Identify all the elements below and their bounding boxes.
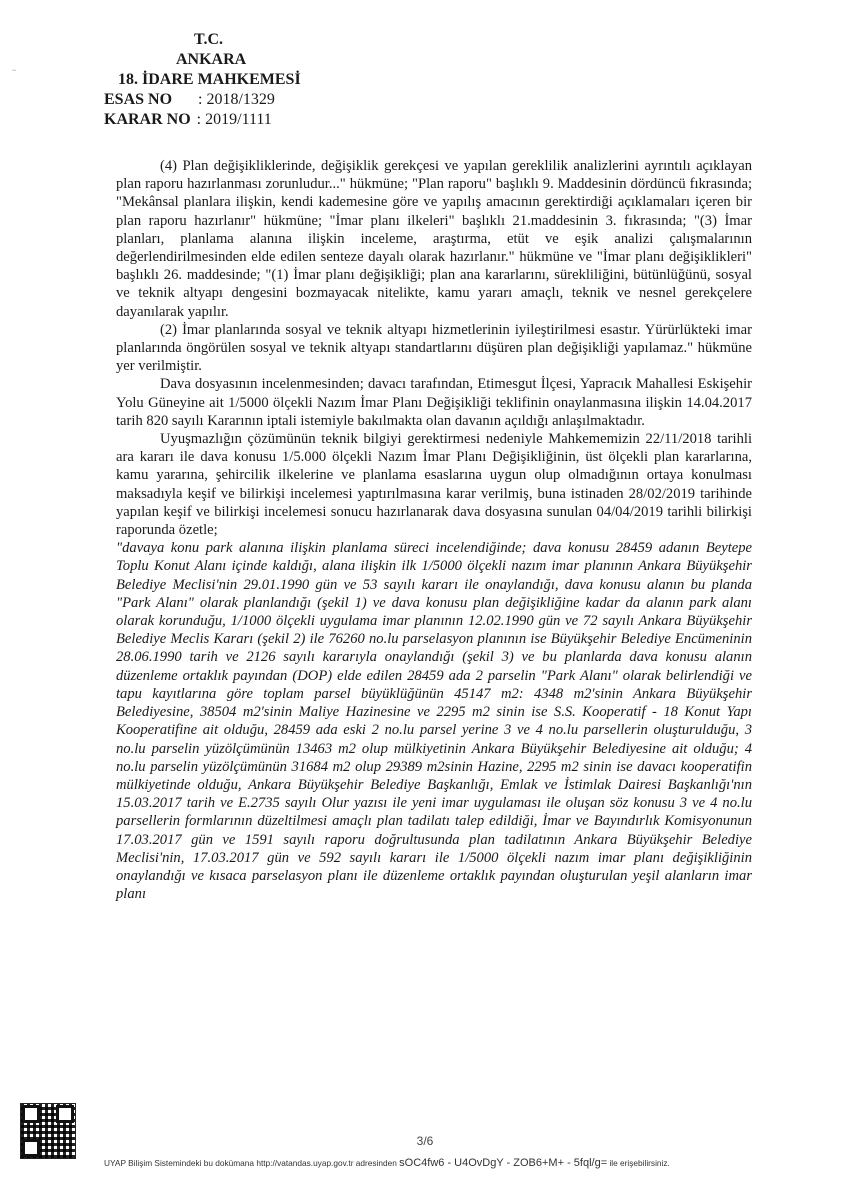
court-header <box>104 30 301 130</box>
uyap-footer <box>104 1157 824 1169</box>
paragraph-expert-review: Uyuşmazlığın çözümünün teknik bilgiyi gerektirmesi nedeniyle Mahkememizin 22/11/2018 tarihli ara kararı ile dava konusu 1/5.000 ölçekli Nazım İmar Planı Değişikliğinin, üst ölçekli plan kararlarına, kamu yararına, şehircilik ilkelerine ve planlama esaslarına uygun olup olmadığının ortaya konulması maksadıyla keşif ve bilirkişi incelemesi yaptırılmasına karar verilmiş, buna istinaden 28/02/2019 tarihinde yapılan keşif ve bilirkişi incelemesi sonucu hazırlanarak dava dosyasına sunulan 04/04/2019 tarihli bilirkişi raporunda özetle; <box>116 431 752 539</box>
scan-mark: ~ <box>12 66 17 75</box>
karar-no-row <box>104 110 301 130</box>
footer-verification-code: sOC4fw6 - U4OvDgY - ZOB6+M+ - 5fql/g= <box>399 1157 608 1169</box>
footer-text: UYAP Bilişim Sistemindeki bu dokümana http://vatandas.uyap.gov.tr adresinden <box>104 1158 397 1168</box>
paragraph-infrastructure: (2) İmar planlarında sosyal ve teknik altyapı hizmetlerinin iyileştirilmesi esastır. Yürürlükteki imar planlarında öngörülen sosyal ve teknik altyapı standartlarını düşüren plan değişikliği yapılamaz." hükmüne yer verilmiştir. <box>116 321 752 375</box>
karar-label: KARAR NO <box>104 111 191 128</box>
paragraph-case-file: Dava dosyasının incelenmesinden; davacı tarafından, Etimesgut İlçesi, Yapracık Mahallesi Eskişehir Yolu Güneyine ait 1/5000 ölçekli Nazım İmar Planı Değişikliği teklifinin onaylanmasına ilişkin 14.04.2017 tarih 820 sayılı Kararının iptali istemiyle bakılmakta olan davanın açıldığı anlaşılmaktadır. <box>116 376 752 429</box>
expert-report-quote: "davaya konu park alanına ilişkin planlama süreci incelendiğinde; dava konusu 28459 adanın Beytepe Toplu Konut Alanı içinde kaldığı, alana ilişkin ilk 1/5000 ölçekli nazım imar planının Ankara Büyükşehir Belediye Meclisi'nin 29.01.1990 gün ve 53 sayılı kararı ile onaylandığı, dava konusu alanın bu planda "Park Alanı" olarak planlandığı (şekil 1) ve dava konusu plan değişikliğine kadar da alanın park alanı olarak korunduğu, 1/1000 ölçekli uygulama imar planının 12.02.1990 gün ve 72 sayılı Ankara Büyükşehir Belediye Meclis Kararı (şekil 2) ile 76260 no.lu parselasyon planının ise Büyükşehir Belediye Encümeninin 28.06.1990 tarih ve 2126 sayılı kararıyla onaylandığı (şekil 3) ve bu planlarda dava konusu alanın düzenleme ortaklık payından (DOP) elde edilen 28459 ada 2 parselin "Park Alanı" olarak belirlendiği ve tapu kayıtlarına göre toplam parsel büyüklüğünün 45147 m2: 4348 m2'sinin Ankara Büyükşehir Belediyesine, 38504 m2'sinin Maliye Hazinesine ve 2295 m2 sinin ise S.S. Kooperatif - 18 Konut Yapı Kooperatifine ait olduğu, 28459 ada eski 2 no.lu parsel yerine 3 ve 4 no.lu parsellerin oluşturulduğu, 3 no.lu parselin yüzölçümünün 13463 m2 olup mülkiyetinin Ankara Büyükşehir Belediyesine ait olduğu; 4 no.lu parselin yüzölçümünün 31684 m2 olup 29389 m2sinin Hazine, 2295 m2 sinin ise davacı kooperatifin mülkiyetinde olduğu, Ankara Büyükşehir Belediye Başkanlığı, Emlak ve İstimlak Dairesi Başkanlığı'nın 15.03.2017 tarih ve E.2735 sayılı Olur yazısı ile yeni imar uygulaması ile oluşan söz konusu 3 ve 4 no.lu parsellerin formlarının düzeltilmesi amaçlı plan tadilatı talep edildiği, İmar ve Bayındırlık Komisyonunun 17.03.2017 gün ve 1591 sayılı raporu doğrultusunda plan tadilatının Ankara Büyükşehir Belediye Meclisi'nin, 17.03.2017 gün ve 592 sayılı kararı ile 1/5000 ölçekli nazım imar planı değişikliğinin onaylandığı ve kısaca parselasyon planı ile düzenleme ortaklık payından oluşturulan yeşil alanların imar planı <box>116 540 752 903</box>
header-court: 18. İDARE MAHKEMESİ <box>118 71 301 88</box>
qr-code-icon <box>20 1103 76 1159</box>
esas-value: : 2018/1329 <box>198 91 275 108</box>
footer-suffix: ile erişebilirsiniz. <box>609 1158 670 1168</box>
karar-value: : 2019/1111 <box>196 111 272 128</box>
header-tc: T.C. <box>194 31 224 48</box>
paragraph-plan-changes: (4) Plan değişikliklerinde, değişiklik gerekçesi ve yapılan gereklilik analizlerini ayrıntılı açıklayan plan raporu hazırlanması zorunludur..." hükmüne; "Plan raporu" başlıklı 9. Maddesinin dördüncü fıkrasında; "Mekânsal planlara ilişkin, kendi kademesine göre ve yapılış amacının gerektirdiği açıklamaları içeren bir plan raporu hazırlanır" hükmüne; "İmar planı ilkeleri" başlıklı 21.maddesinin 3. fıkrasında; "(3) İmar planları, planlama alanına ilişkin inceleme, araştırma, etüt ve eşik analizi çalışmalarının değerlendirilmesinden elde edilen senteze dayalı olarak hazırlanır." hükmüne ve "İmar planı değişiklikleri" başlıklı 26. maddesinde; "(1) İmar planı değişikliği; plan ana kararlarını, sürekliliğini, bütünlüğünü, sosyal ve teknik altyapı dengesini bozmayacak nitelikte, kamu yararı amaçlı, teknik ve nesnel gerekçelere dayanılarak yapılır. <box>116 158 752 320</box>
header-city: ANKARA <box>176 51 247 68</box>
esas-no-row <box>104 90 301 110</box>
document-body <box>116 157 752 903</box>
esas-label: ESAS NO <box>104 91 173 108</box>
page-number: 3/6 <box>416 1134 434 1148</box>
